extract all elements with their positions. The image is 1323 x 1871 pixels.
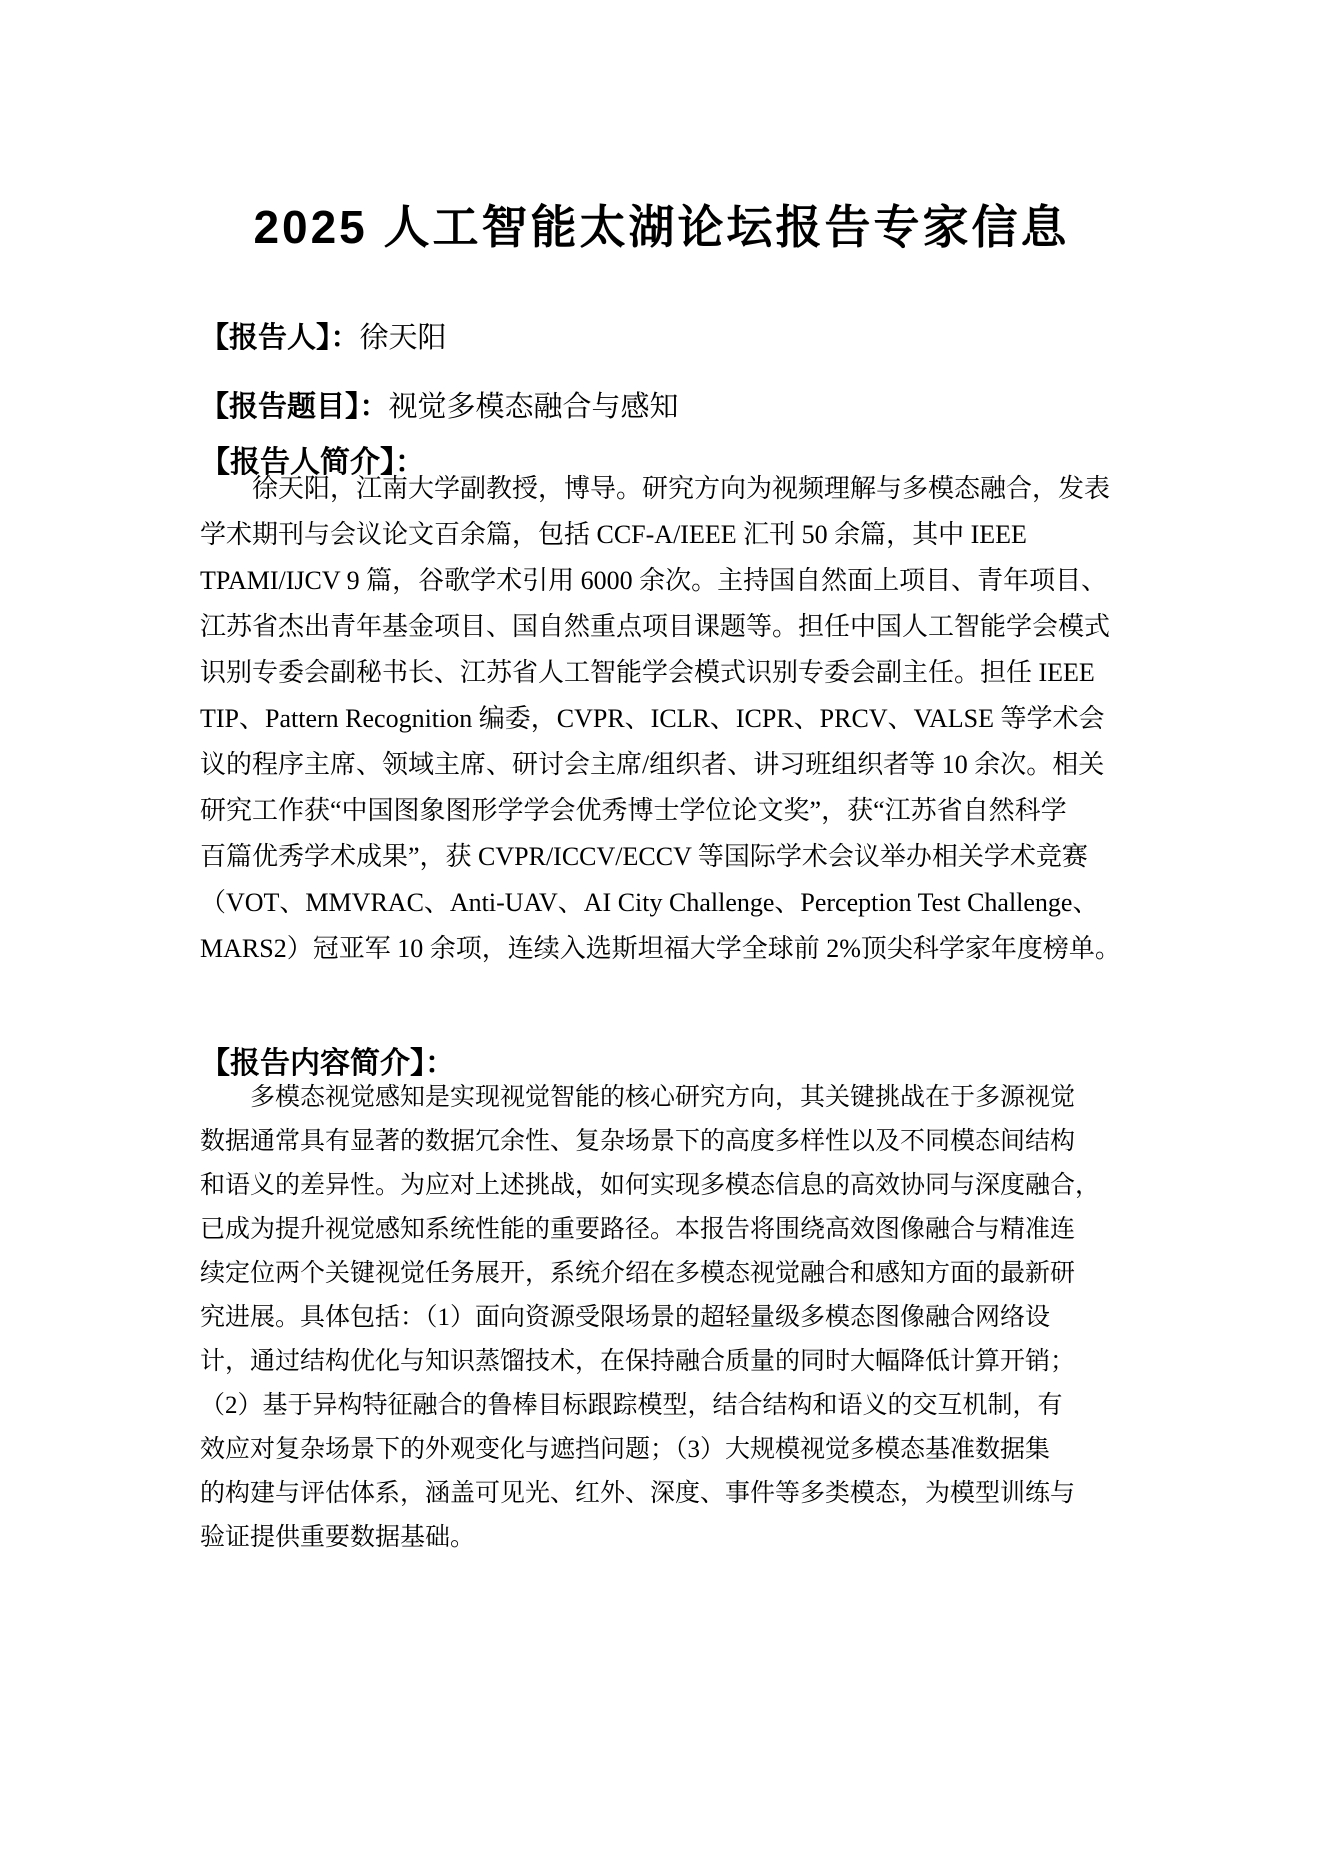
- content-section-heading: 【报告内容简介】：: [200, 1047, 455, 1080]
- topic-value: 视觉多模态融合与感知: [388, 391, 679, 423]
- content-text-line: 数据通常具有显著的数据冗余性、复杂场景下的高度多样性以及不同模态间结构: [200, 1128, 1076, 1155]
- content-text-line: 效应对复杂场景下的外观变化与遮挡问题；（3）大规模视觉多模态基准数据集: [200, 1436, 1051, 1463]
- bio-text-line: 学术期刊与会议论文百余篇，包括 CCF-A/IEEE 汇刊 50 余篇，其中 IEEE: [200, 520, 1027, 549]
- content-text-line: 已成为提升视觉感知系统性能的重要路径。本报告将围绕高效图像融合与精准连: [200, 1216, 1076, 1243]
- bio-text-line: 徐天阳，江南大学副教授，博导。研究方向为视频理解与多模态融合，发表: [252, 474, 1111, 503]
- bio-text-line: TPAMI/IJCV 9 篇，谷歌学术引用 6000 余次。主持国自然面上项目、青年项目、: [200, 566, 1108, 595]
- field-reporter: [200, 315, 1160, 356]
- content-text-line: （2）基于异构特征融合的鲁棒目标跟踪模型，结合结构和语义的交互机制，有: [200, 1392, 1063, 1419]
- content-paragraph: [200, 1076, 1115, 1560]
- bio-text-line: 议的程序主席、领域主席、研讨会主席/组织者、讲习班组织者等 10 余次。相关: [200, 750, 1105, 779]
- content-text-line: 究进展。具体包括：（1）面向资源受限场景的超轻量级多模态图像融合网络设: [200, 1304, 1051, 1331]
- bio-paragraph: [200, 466, 1121, 972]
- content-text-line: 验证提供重要数据基础。: [200, 1524, 476, 1551]
- topic-label: 【报告题目】：: [200, 391, 389, 423]
- content-text-line: 续定位两个关键视觉任务展开，系统介绍在多模态视觉融合和感知方面的最新研: [200, 1260, 1076, 1287]
- bio-text-line: 研究工作获“中国图象图形学学会优秀博士学位论文奖”，获“江苏省自然科学: [200, 796, 1067, 825]
- field-topic: [200, 384, 1160, 425]
- bio-text-line: 识别专委会副秘书长、江苏省人工智能学会模式识别专委会副主任。担任 IEEE: [200, 658, 1095, 687]
- bio-text-line: TIP、Pattern Recognition 编委，CVPR、ICLR、ICPR、PRCV、VALSE 等学术会: [200, 704, 1105, 733]
- bio-text-line: 江苏省杰出青年基金项目、国自然重点项目课题等。担任中国人工智能学会模式: [200, 612, 1111, 641]
- bio-text-line: 百篇优秀学术成果”，获 CVPR/ICCV/ECCV 等国际学术会议举办相关学术竞赛: [200, 842, 1088, 871]
- content-text-line: 的构建与评估体系，涵盖可见光、红外、深度、事件等多类模态，为模型训练与: [200, 1480, 1076, 1507]
- reporter-label: 【报告人】：: [200, 322, 360, 354]
- content-text-line: 计，通过结构优化与知识蒸馏技术，在保持融合质量的同时大幅降低计算开销；: [200, 1348, 1076, 1375]
- bio-text-line: MARS2）冠亚军 10 余项，连续入选斯坦福大学全球前 2%顶尖科学家年度榜单。: [200, 934, 1121, 963]
- content-text-line: 多模态视觉感知是实现视觉智能的核心研究方向，其关键挑战在于多源视觉: [250, 1084, 1076, 1111]
- bio-section-heading: 【报告人简介】：: [200, 446, 425, 479]
- content-text-line: 和语义的差异性。为应对上述挑战，如何实现多模态信息的高效协同与深度融合，: [200, 1172, 1101, 1199]
- bio-text-line: （VOT、MMVRAC、Anti-UAV、AI City Challenge、Perception Test Challenge、: [200, 888, 1099, 917]
- reporter-value: 徐天阳: [359, 322, 447, 354]
- document-title: 2025 人工智能太湖论坛报告专家信息: [253, 200, 1070, 253]
